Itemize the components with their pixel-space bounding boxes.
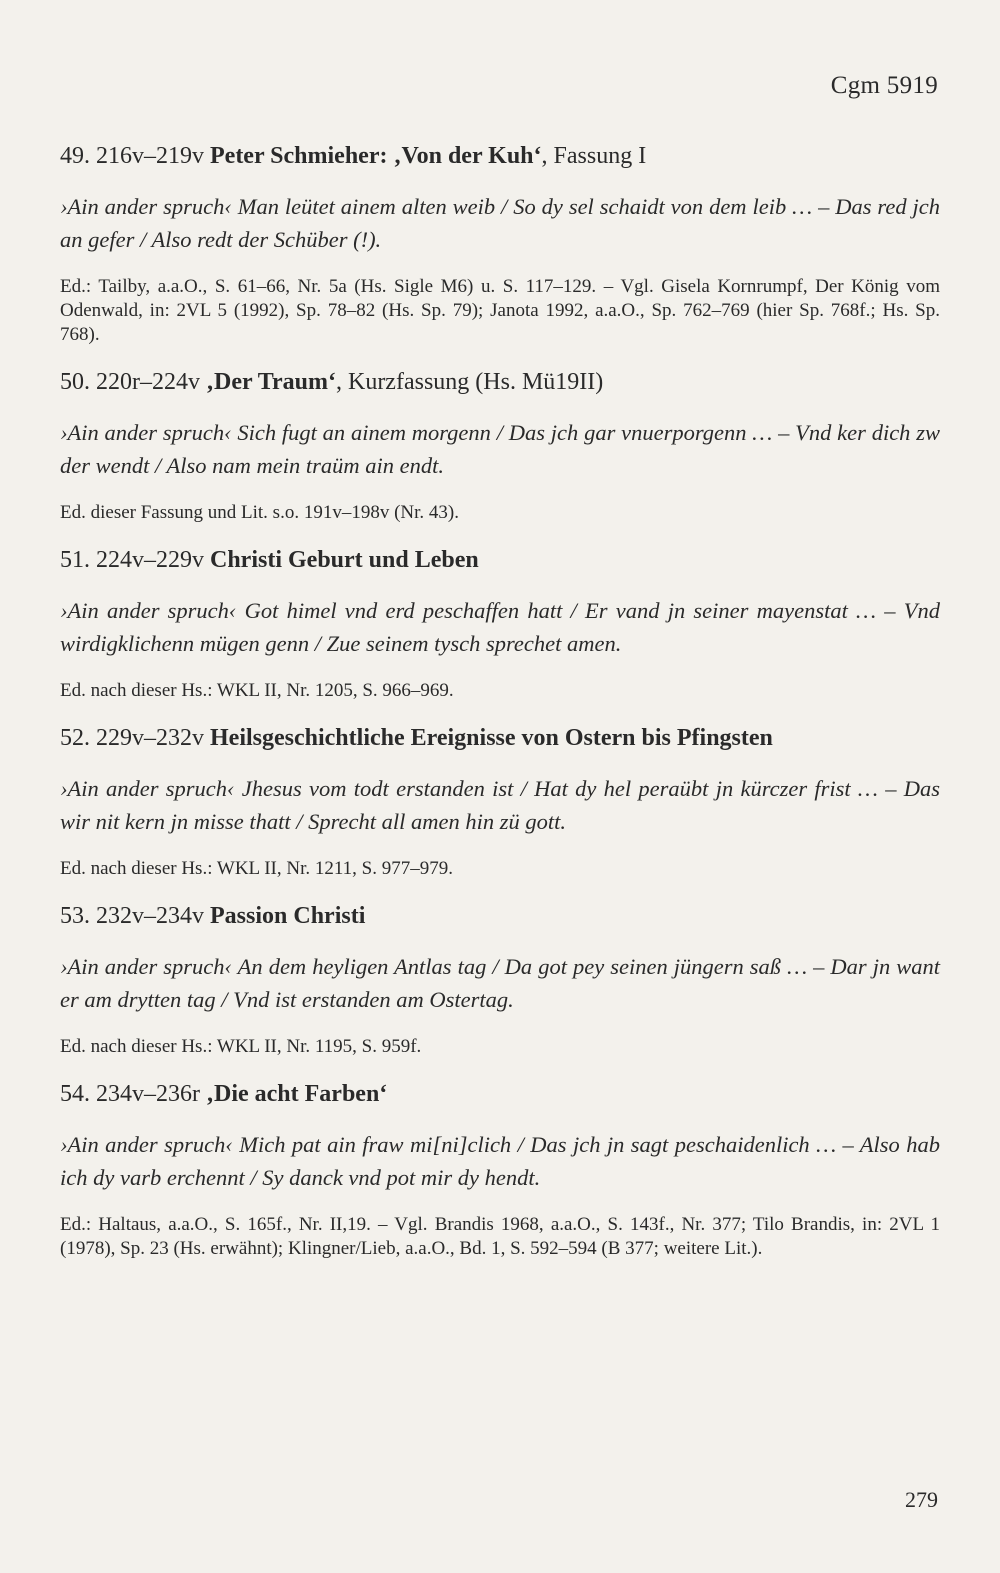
entry-folio: 51. 224v–229v bbox=[60, 547, 204, 573]
entry-edition: Ed.: Tailby, a.a.O., S. 61–66, Nr. 5a (Hs. Sigle M6) u. S. 117–129. – Vgl. Gisela Kornrumpf, Der König vom Odenwald, in: 2VL 5 (1992), Sp. 78–82 (Hs. Sp. 79); Janota 1992, a.a.O., Sp. 762–769 (hier Sp. 768f.; Hs. Sp. 768). bbox=[60, 276, 940, 345]
entry-title: ‚Die acht Farben‘ bbox=[206, 1081, 388, 1107]
catalog-entry bbox=[60, 140, 940, 347]
entry-title: Passion Christi bbox=[210, 903, 366, 929]
catalog-entry bbox=[60, 900, 940, 1059]
catalog-entry bbox=[60, 366, 940, 525]
entry-incipit: ›Ain ander spruch‹ Man leütet ainem alten weib / So dy sel schaidt von dem leib … – Das red jch an gefer / Also redt der Schüber (!). bbox=[60, 194, 940, 252]
entry-heading bbox=[60, 722, 940, 754]
catalog-entries bbox=[60, 140, 940, 1280]
entry-folio: 49. 216v–219v bbox=[60, 143, 204, 169]
entry-edition: Ed. nach dieser Hs.: WKL II, Nr. 1205, S. 966–969. bbox=[60, 680, 454, 701]
entry-incipit: ›Ain ander spruch‹ An dem heyligen Antlas tag / Da got pey seinen jüngern saß … – Dar jn want er am drytten tag / Vnd ist erstanden am Ostertag. bbox=[60, 954, 940, 1012]
entry-folio: 53. 232v–234v bbox=[60, 903, 204, 929]
entry-edition: Ed. nach dieser Hs.: WKL II, Nr. 1211, S. 977–979. bbox=[60, 858, 453, 879]
entry-heading bbox=[60, 140, 940, 172]
entry-title-note: , Kurzfassung (Hs. Mü19II) bbox=[335, 369, 604, 395]
catalog-entry bbox=[60, 1078, 940, 1261]
running-header: Cgm 5919 bbox=[830, 72, 938, 99]
entry-edition: Ed. dieser Fassung und Lit. s.o. 191v–198v (Nr. 43). bbox=[60, 502, 459, 523]
entry-edition: Ed.: Haltaus, a.a.O., S. 165f., Nr. II,19. – Vgl. Brandis 1968, a.a.O., S. 143f., Nr. 377; Tilo Brandis, in: 2VL 1 (1978), Sp. 23 (Hs. erwähnt); Klingner/Lieb, a.a.O., Bd. 1, S. 592–594 (B 377; weitere Lit.). bbox=[60, 1214, 940, 1259]
entry-title: ‚Der Traum‘ bbox=[206, 369, 336, 395]
catalog-entry bbox=[60, 544, 940, 703]
entry-incipit: ›Ain ander spruch‹ Jhesus vom todt erstanden ist / Hat dy hel peraübt jn kürczer frist … – Das wir nit kern jn misse thatt / Sprecht all amen hin zü gott. bbox=[60, 776, 940, 834]
entry-heading bbox=[60, 1078, 940, 1110]
entry-heading bbox=[60, 366, 940, 398]
catalog-entry bbox=[60, 722, 940, 881]
entry-heading bbox=[60, 900, 940, 932]
entry-title: Heilsgeschichtliche Ereignisse von Ostern bis Pfingsten bbox=[210, 725, 773, 751]
entry-title: Christi Geburt und Leben bbox=[210, 547, 479, 573]
entry-edition: Ed. nach dieser Hs.: WKL II, Nr. 1195, S. 959f. bbox=[60, 1036, 422, 1057]
entry-incipit: ›Ain ander spruch‹ Got himel vnd erd peschaffen hatt / Er vand jn seiner mayenstat … – Vnd wirdigklichenn mügen genn / Zue seinem tysch sprechet amen. bbox=[60, 598, 940, 656]
entry-folio: 54. 234v–236r bbox=[60, 1081, 200, 1107]
entry-folio: 50. 220r–224v bbox=[60, 369, 200, 395]
entry-title: Peter Schmieher: ‚Von der Kuh‘ bbox=[210, 143, 542, 169]
entry-incipit: ›Ain ander spruch‹ Mich pat ain fraw mi[ni]clich / Das jch jn sagt peschaidenlich … – Also hab ich dy varb erchennt / Sy danck vnd pot mir dy hendt. bbox=[60, 1132, 940, 1190]
entry-heading bbox=[60, 544, 940, 576]
entry-folio: 52. 229v–232v bbox=[60, 725, 204, 751]
page-number: 279 bbox=[905, 1487, 938, 1512]
entry-incipit: ›Ain ander spruch‹ Sich fugt an ainem morgenn / Das jch gar vnuerporgenn … – Vnd ker dich zw der wendt / Also nam mein traüm ain endt. bbox=[60, 420, 940, 478]
entry-title-note: , Fassung I bbox=[541, 143, 647, 169]
